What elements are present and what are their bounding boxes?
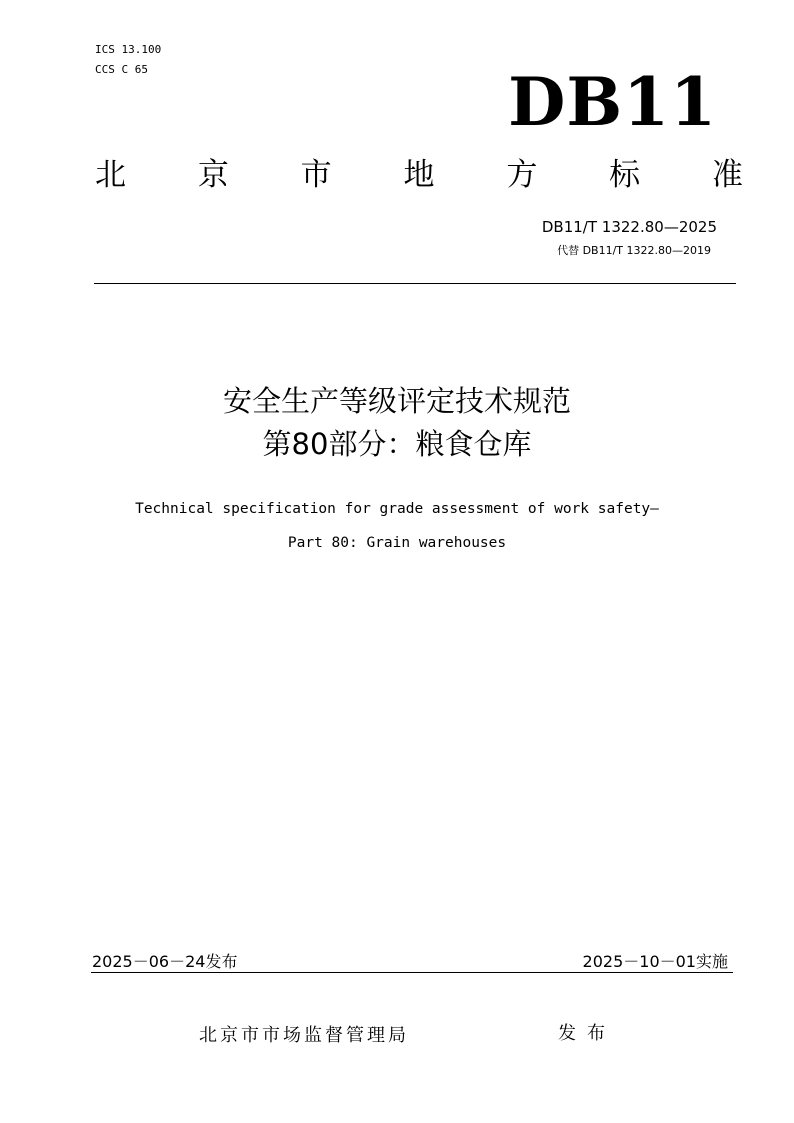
standard-type-char: 市 [300, 157, 332, 193]
english-title-line-2: Part 80: Grain warehouses [287, 535, 507, 551]
issue-date: 2025－06－24发布 [92, 952, 238, 971]
standard-type-char: 方 [506, 157, 538, 193]
chinese-title-line-1: 安全生产等级评定技术规范 [222, 384, 571, 418]
chinese-title [0, 380, 794, 466]
standard-type-char: 地 [403, 157, 435, 193]
english-title-line-1: Technical specification for grade assessment of work safety— [135, 501, 659, 517]
publisher-name: 北京市市场监督管理局 [199, 1025, 409, 1046]
implementation-date: 2025－10－01实施 [582, 952, 728, 971]
standard-type-char: 北 [95, 157, 126, 193]
standard-number: DB11/T 1322.80—2025 [541, 218, 717, 236]
ics-code: ICS 13.100 [95, 43, 162, 56]
chinese-title-line-2: 第80部分：粮食仓库 [262, 427, 532, 461]
classification-codes [95, 40, 161, 80]
replaces-note: 代替 DB11/T 1322.80—2019 [557, 244, 711, 257]
bottom-divider [91, 972, 733, 973]
publish-label: 发布 [558, 1023, 616, 1044]
standard-type-char: 准 [711, 157, 743, 193]
top-divider [94, 283, 736, 284]
ccs-code: CCS C 65 [95, 63, 148, 76]
standard-type-char: 京 [197, 157, 229, 193]
english-title [0, 492, 794, 560]
db-logo: DB11 [508, 63, 717, 141]
standard-type-char: 标 [609, 157, 641, 193]
standard-type-heading [95, 151, 743, 199]
